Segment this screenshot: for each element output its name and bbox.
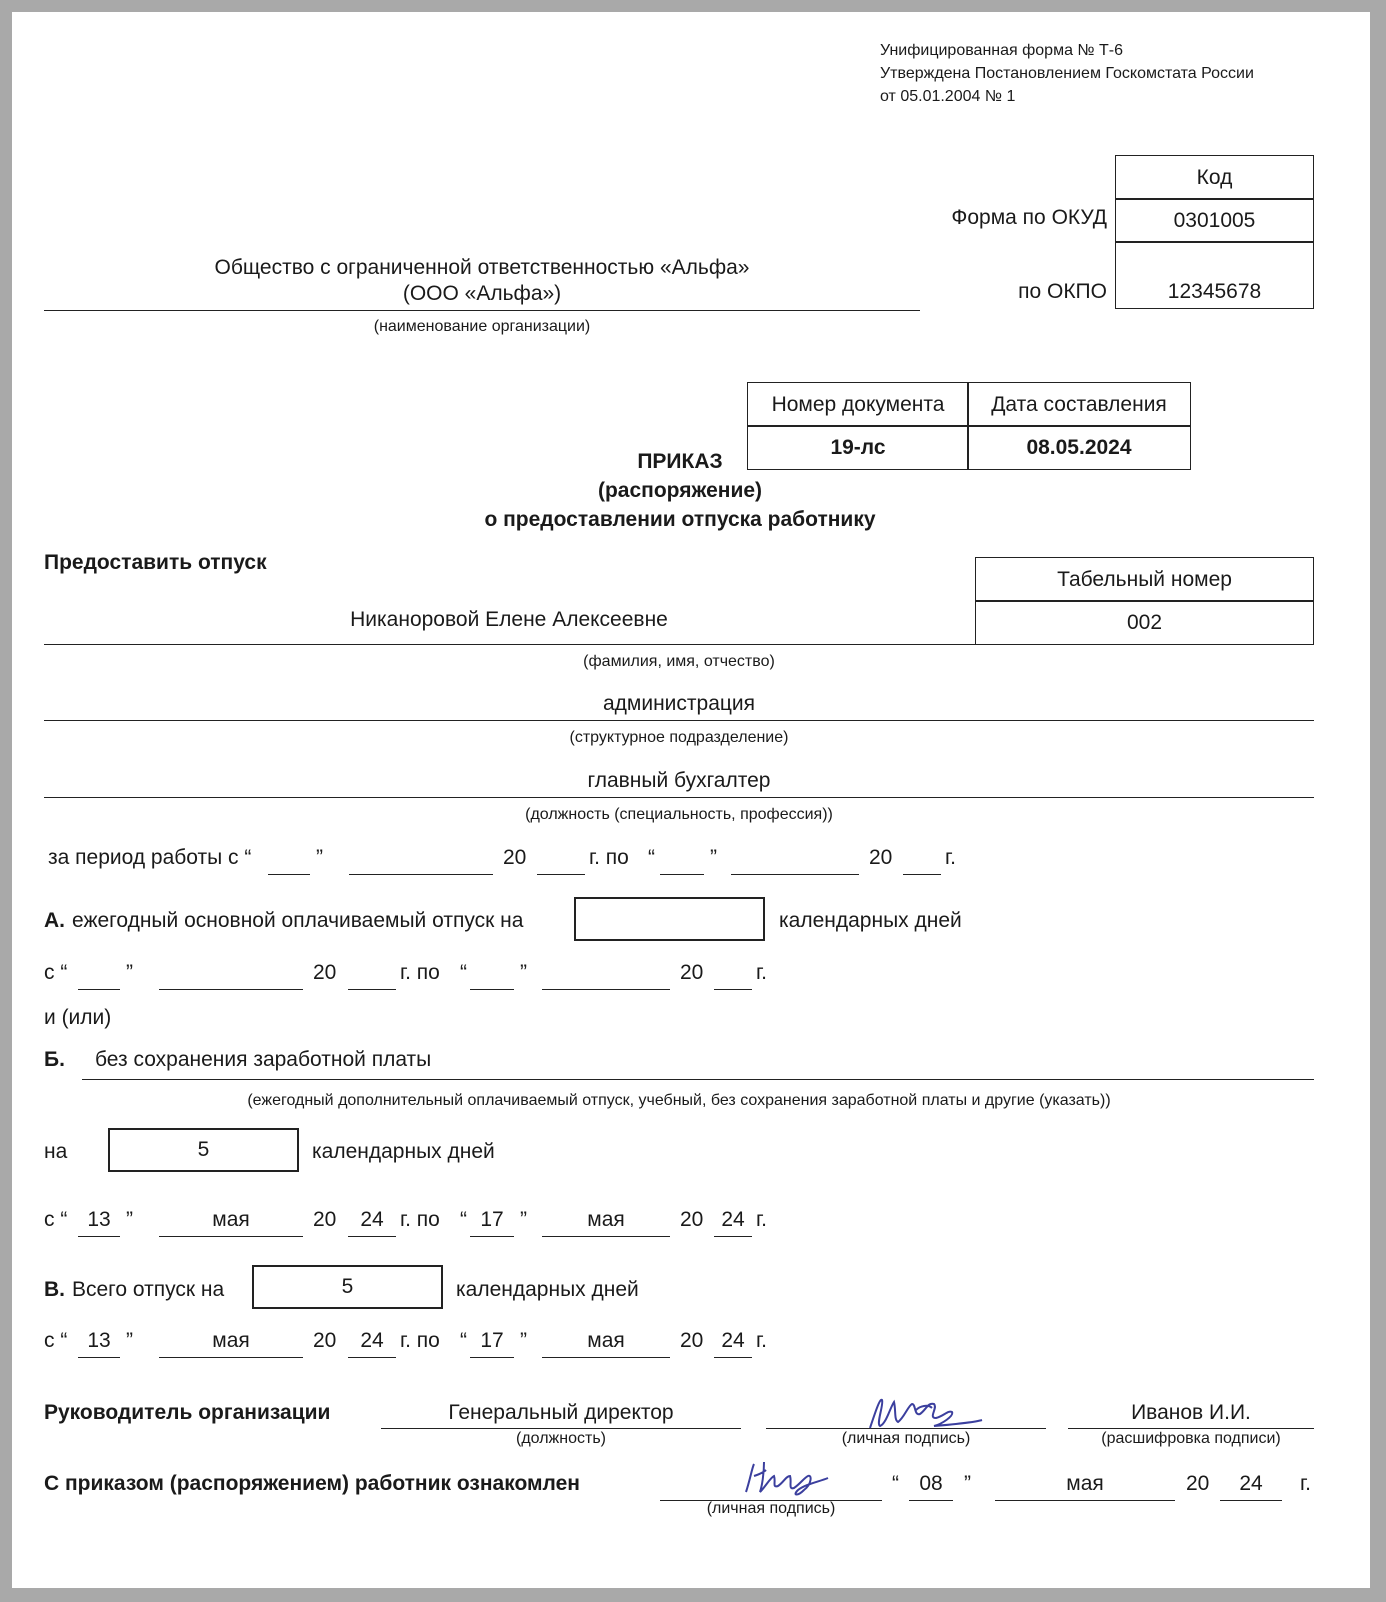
work-period-label: за период работы с “ (48, 846, 252, 869)
position-underline (44, 797, 1314, 798)
section-a-from-label: с “ (44, 961, 68, 984)
doc-date-label: Дата составления (967, 382, 1191, 427)
and-or-label: и (или) (44, 1006, 112, 1029)
b-from-month-line (159, 1236, 303, 1237)
section-v-days-box: 5 (252, 1265, 443, 1309)
b-to-year-line (714, 1236, 752, 1237)
ack-month-line (995, 1500, 1175, 1501)
section-b-on-label: на (44, 1140, 68, 1163)
b-to-month-line (542, 1236, 670, 1237)
ack-quote-open: “ (892, 1472, 899, 1495)
v-to-label: г. по (400, 1329, 440, 1352)
ack-year: 24 (1239, 1472, 1263, 1495)
v-from-month-line (159, 1357, 303, 1358)
b-to-quote-open: “ (460, 1208, 467, 1231)
ack-year-line (1220, 1500, 1282, 1501)
department: администрация (602, 692, 756, 715)
head-name: Иванов И.И. (1131, 1401, 1251, 1424)
a-from-quote-close: ” (126, 961, 133, 984)
form-approval-line: Утверждена Постановлением Госкомстата России (880, 65, 1254, 82)
a-to-quote-open: “ (460, 961, 467, 984)
okpo-label: по ОКПО (1018, 280, 1107, 303)
head-name-caption: (расшифровка подписи) (1101, 1430, 1281, 1447)
tab-number-label: Табельный номер (975, 557, 1314, 602)
a-to-month-line (542, 989, 670, 990)
organization-name: Общество с ограниченной ответственностью «Альфа» (214, 256, 750, 279)
period-from-year-prefix: 20 (503, 846, 527, 869)
section-v-days-label: календарных дней (456, 1278, 639, 1301)
acknowledgement-label: С приказом (распоряжением) работник ознакомлен (44, 1472, 580, 1495)
a-year-suffix: г. (756, 961, 767, 984)
v-from-label: с “ (44, 1329, 68, 1352)
order-subject: о предоставлении отпуска работнику (484, 508, 876, 531)
v-to-day: 17 (480, 1329, 504, 1352)
b-to-year-prefix: 20 (680, 1208, 704, 1231)
b-from-day-line (78, 1236, 120, 1237)
a-from-year-prefix: 20 (313, 961, 337, 984)
okpo-value: 12345678 (1115, 241, 1314, 309)
order-title: ПРИКАЗ (637, 450, 723, 473)
head-position: Генеральный директор (448, 1401, 674, 1424)
a-to-year-line (714, 989, 752, 990)
b-from-year: 24 (360, 1208, 384, 1231)
head-label: Руководитель организации (44, 1401, 331, 1424)
v-from-quote-close: ” (126, 1329, 133, 1352)
section-b-caption: (ежегодный дополнительный оплачиваемый отпуск, учебный, без сохранения заработной платы и другие (указать)) (247, 1092, 1111, 1109)
a-to-label: г. по (400, 961, 440, 984)
head-position-caption: (должность) (516, 1430, 606, 1447)
form-page (12, 12, 1370, 1588)
period-from-month-line (349, 874, 493, 875)
department-caption: (структурное подразделение) (569, 729, 789, 746)
b-from-month: мая (212, 1208, 250, 1231)
section-a-days-label: календарных дней (779, 909, 962, 932)
b-to-year: 24 (721, 1208, 745, 1231)
period-from-year-line (537, 874, 585, 875)
b-to-label: г. по (400, 1208, 440, 1231)
section-b-days-box: 5 (108, 1128, 299, 1172)
section-b-underline (82, 1079, 1314, 1080)
v-to-year-prefix: 20 (680, 1329, 704, 1352)
v-from-month: мая (212, 1329, 250, 1352)
a-from-year-line (348, 989, 396, 990)
v-from-year-line (348, 1357, 396, 1358)
position-caption: (должность (специальность, профессия)) (525, 806, 833, 823)
ack-day-line (909, 1500, 953, 1501)
v-to-year: 24 (721, 1329, 745, 1352)
b-from-day: 13 (87, 1208, 111, 1231)
period-to-month-line (731, 874, 859, 875)
ack-year-prefix: 20 (1186, 1472, 1210, 1495)
period-to-year-line (903, 874, 941, 875)
form-date-line: от 05.01.2004 № 1 (880, 88, 1016, 105)
v-from-year-prefix: 20 (313, 1329, 337, 1352)
employee-signature-icon (738, 1456, 838, 1502)
ack-quote-close: ” (964, 1472, 971, 1495)
v-from-day: 13 (87, 1329, 111, 1352)
b-from-year-prefix: 20 (313, 1208, 337, 1231)
a-from-month-line (159, 989, 303, 990)
b-from-label: с “ (44, 1208, 68, 1231)
period-from-day-line (268, 874, 310, 875)
period-to-label: г. по (589, 846, 629, 869)
ack-month: мая (1066, 1472, 1104, 1495)
tab-number-value: 002 (975, 600, 1314, 645)
period-quote-close: ” (316, 846, 323, 869)
v-from-year: 24 (360, 1329, 384, 1352)
section-v-letter: В. (44, 1278, 65, 1301)
period-to-quote-open: “ (648, 846, 655, 869)
form-number-line: Унифицированная форма № Т-6 (880, 42, 1124, 59)
b-to-quote-close: ” (520, 1208, 527, 1231)
a-to-year-prefix: 20 (680, 961, 704, 984)
department-underline (44, 720, 1314, 721)
section-b-letter: Б. (44, 1048, 65, 1071)
grant-leave-label: Предоставить отпуск (44, 551, 267, 574)
a-to-day-line (470, 989, 514, 990)
okud-label: Форма по ОКУД (951, 206, 1107, 229)
v-year-suffix: г. (756, 1329, 767, 1352)
v-to-year-line (714, 1357, 752, 1358)
b-to-day-line (470, 1236, 514, 1237)
organization-caption: (наименование организации) (373, 318, 591, 335)
code-header: Код (1115, 155, 1314, 200)
head-position-line (381, 1428, 741, 1429)
ack-year-suffix: г. (1300, 1472, 1311, 1495)
ack-day: 08 (919, 1472, 943, 1495)
section-a-letter: А. (44, 909, 65, 932)
doc-date-value: 08.05.2024 (967, 425, 1191, 470)
ack-signature-caption: (личная подпись) (706, 1500, 836, 1517)
v-to-quote-close: ” (520, 1329, 527, 1352)
section-b-type: без сохранения заработной платы (95, 1048, 432, 1071)
doc-number-value: 19-лс (747, 425, 969, 470)
v-to-month: мая (587, 1329, 625, 1352)
head-name-line (1068, 1428, 1314, 1429)
b-to-day: 17 (480, 1208, 504, 1231)
b-year-suffix: г. (756, 1208, 767, 1231)
employee-name: Никаноровой Елене Алексеевне (350, 608, 668, 631)
organization-underline (44, 310, 920, 311)
v-to-month-line (542, 1357, 670, 1358)
period-to-day-line (660, 874, 704, 875)
a-to-quote-close: ” (520, 961, 527, 984)
section-a-days-box (574, 897, 765, 941)
v-from-day-line (78, 1357, 120, 1358)
order-subtitle: (распоряжение) (597, 479, 763, 502)
a-from-day-line (78, 989, 120, 990)
v-to-day-line (470, 1357, 514, 1358)
organization-short-name: (ООО «Альфа») (402, 282, 562, 305)
b-from-year-line (348, 1236, 396, 1237)
period-to-quote-close: ” (710, 846, 717, 869)
head-signature-caption: (личная подпись) (841, 1430, 971, 1447)
okud-value: 0301005 (1115, 198, 1314, 243)
section-a-text: ежегодный основной оплачиваемый отпуск на (72, 909, 524, 932)
b-from-quote-close: ” (126, 1208, 133, 1231)
v-to-quote-open: “ (460, 1329, 467, 1352)
b-to-month: мая (587, 1208, 625, 1231)
section-v-text: Всего отпуск на (72, 1278, 225, 1301)
period-year-suffix: г. (945, 846, 956, 869)
doc-number-label: Номер документа (747, 382, 969, 427)
position: главный бухгалтер (587, 769, 771, 792)
period-to-year-prefix: 20 (869, 846, 893, 869)
head-signature-icon (858, 1390, 988, 1440)
employee-name-caption: (фамилия, имя, отчество) (583, 653, 775, 670)
section-b-days-label: календарных дней (312, 1140, 495, 1163)
employee-name-underline (44, 644, 975, 645)
